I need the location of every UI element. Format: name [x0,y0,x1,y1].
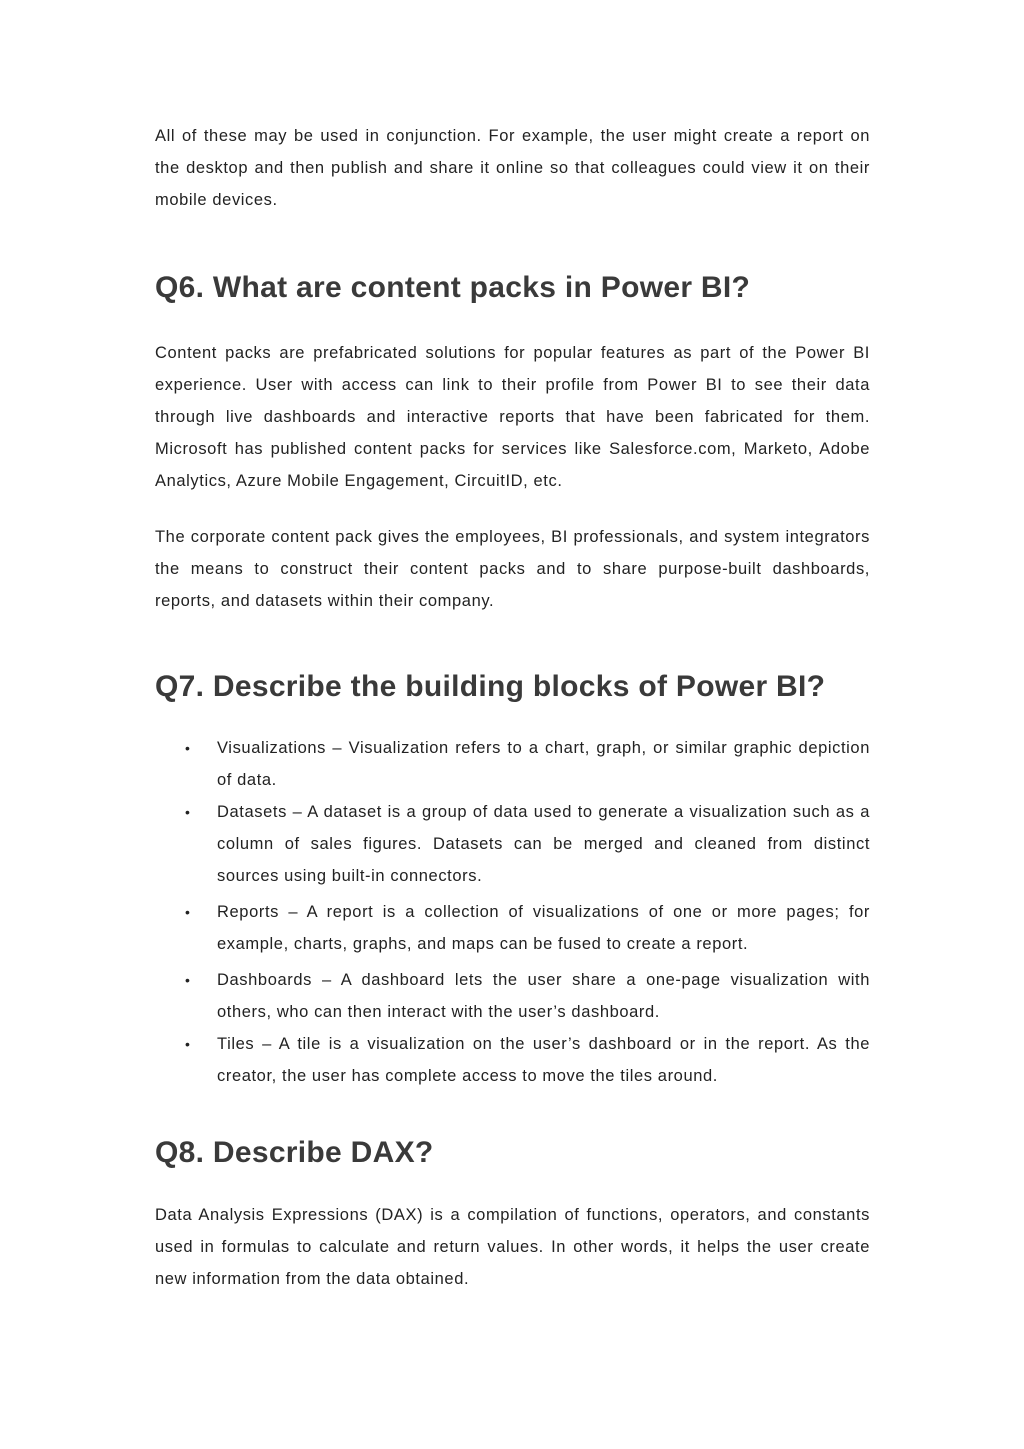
list-item-text: Datasets – A dataset is a group of data used to generate a visualization such as a column of sales figures. Datasets can be merged and cleaned from distinct sources using built-in connectors. [217,803,870,885]
q8-heading: Q8. Describe DAX? [155,1136,434,1169]
intro-paragraph: All of these may be used in conjunction. For example, the user might create a report on the desktop and then publish and share it online so that colleagues could view it on their mobile devices. [155,127,870,209]
bullet-icon: • [185,740,191,756]
q6-paragraph-1: Content packs are prefabricated solutions for popular features as part of the Power BI experience. User with access can link to their profile from Power BI to see their data through live dashboards and interactive reports that have been fabricated for them. Microsoft has published content packs for services like Salesforce.com, Marketo, Adobe Analytics, Azure Mobile Engagement, CircuitID, etc. [155,344,870,490]
q6-heading: Q6. What are content packs in Power BI? [155,271,751,304]
bullet-icon: • [185,972,191,988]
list-item-text: Tiles – A tile is a visualization on the user’s dashboard or in the report. As the creator, the user has complete access to move the tiles around. [217,1035,870,1085]
bullet-icon: • [185,1036,191,1052]
bullet-icon: • [185,904,191,920]
list-item-tiles [155,1028,870,1092]
bullet-icon: • [185,804,191,820]
q7-heading: Q7. Describe the building blocks of Power BI? [155,670,826,703]
building-blocks-list [155,732,870,1092]
q6-paragraph-2: The corporate content pack gives the employees, BI professionals, and system integrators the means to construct their content packs and to share purpose-built dashboards, reports, and datasets within their company. [155,528,870,610]
document-page [155,120,870,1295]
list-item-text: Dashboards – A dashboard lets the user share a one-page visualization with others, who can then interact with the user’s dashboard. [217,971,870,1021]
list-item-text: Visualizations – Visualization refers to a chart, graph, or similar graphic depiction of data. [217,739,870,789]
list-item-datasets [155,796,870,892]
list-item-visualizations [155,732,870,796]
list-item-dashboards [155,964,870,1028]
list-item-text: Reports – A report is a collection of visualizations of one or more pages; for example, charts, graphs, and maps can be fused to create a report. [217,903,870,953]
list-item-reports [155,896,870,960]
q8-paragraph: Data Analysis Expressions (DAX) is a compilation of functions, operators, and constants used in formulas to calculate and return values. In other words, it helps the user create new information from the data obtained. [155,1206,870,1288]
